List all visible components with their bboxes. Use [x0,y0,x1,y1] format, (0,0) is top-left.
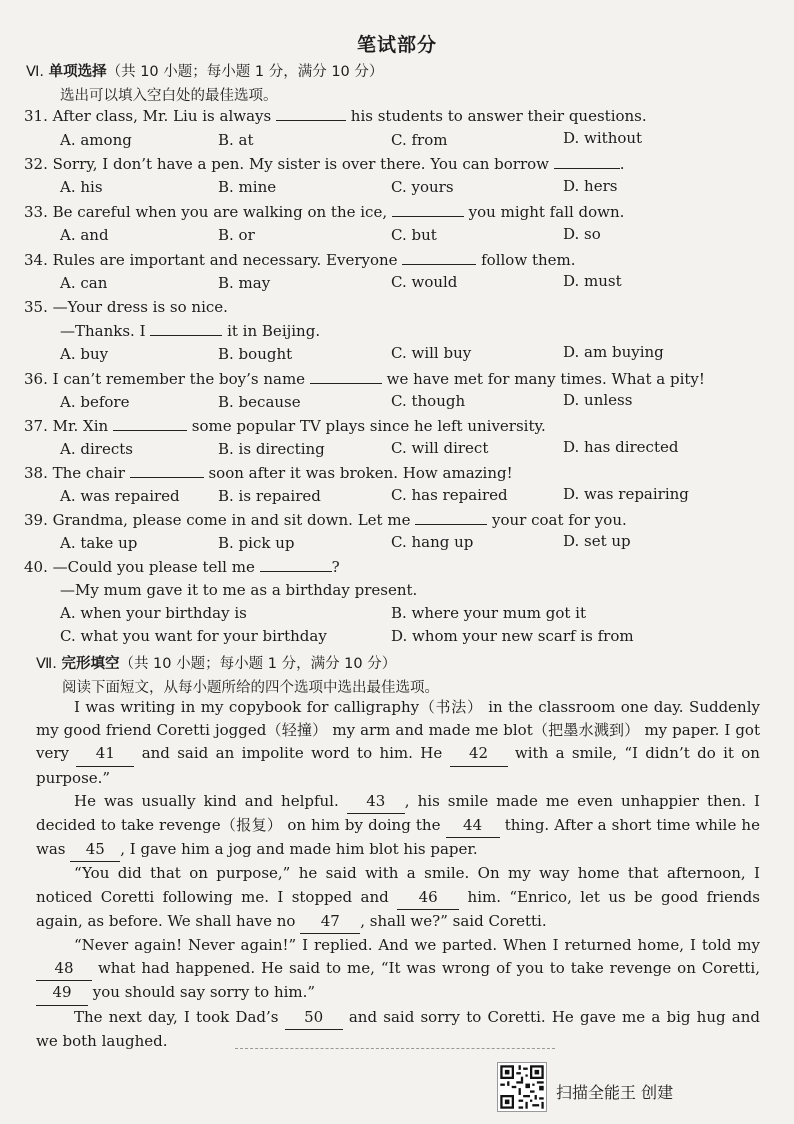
section-7-heading [36,652,396,673]
p1-text-a: I was writing in my copybook for calligraphy（书法） in the classroom one day. Suddenly my good friend Coretti jogged（轻撞） my arm and made me blot（把墨水溅到） my paper. I got very [36,698,760,763]
q39-option-d: D. set up [563,532,631,550]
q33-option-c: C. but [391,226,437,244]
q33-stem: 33. Be careful when you are walking on the ice, [24,203,388,221]
q39-option-c: C. hang up [391,533,474,551]
passage-paragraph-3 [36,862,760,934]
q35-response [60,321,320,340]
section-7-number: Ⅶ. [36,656,57,672]
passage-paragraph-1 [36,696,760,790]
q31-blank [276,106,346,121]
q37-stem: 37. Mr. Xin [24,417,109,435]
p3-text-a: “You did that on purpose,” he said with a smile. On my way home that afternoon, I noticed Coretti following me. I stopped and [36,864,760,906]
q31-option-d: D. without [563,129,643,147]
question-33 [24,202,624,221]
q32-stem-end: . [619,155,625,173]
q35-option-a: A. buy [60,345,109,363]
q37-blank [113,416,187,431]
question-36 [24,369,705,388]
question-37 [24,416,546,435]
p1-text-c: with a smile, “I didn’t do it on purpose.” [36,744,760,787]
q32-stem: 32. Sorry, I don’t have a pen. My sister is over there. You can borrow [24,155,549,173]
q33-option-a: A. and [60,226,109,244]
q38-option-a: A. was repaired [60,487,180,505]
section-6-heading [26,60,383,81]
p5-text-a: The next day, I took Dad’s [74,1007,279,1026]
question-38 [24,463,513,482]
p4-text-c: you should say sorry to him.” [92,983,316,1002]
q31-option-a: A. among [60,131,132,149]
blank-45: 45 [70,838,120,862]
q34-option-d: D. must [563,272,622,290]
scanner-watermark: 扫描全能王 创建 [556,1083,674,1102]
q35-option-d: D. am buying [563,343,664,361]
p2-text-a: He was usually kind and helpful. [74,791,339,810]
section-6-instruction: 选出可以填入空白处的最佳选项。 [60,88,278,104]
section-6-note: （共 10 小题；每小题 1 分，满分 10 分） [106,64,384,80]
q40-option-c: C. what you want for your birthday [60,627,327,645]
q35-option-b: B. bought [218,345,293,363]
q40-stem-end: ? [331,558,340,576]
q32-option-a: A. his [60,178,103,196]
q37-option-a: A. directs [60,440,133,458]
question-32 [24,154,625,173]
q40-option-a: A. when your birthday is [60,604,247,622]
q38-option-d: D. was repairing [563,485,689,503]
q40-blank [260,557,332,572]
q35-stem-end: it in Beijing. [227,322,321,340]
q33-stem-end: you might fall down. [468,203,625,221]
q39-option-b: B. pick up [218,534,295,552]
blank-44: 44 [446,814,500,838]
passage-paragraph-2 [36,790,760,863]
q32-option-c: C. yours [391,178,454,196]
q33-blank [392,202,464,217]
q37-option-d: D. has directed [563,438,679,456]
footer-rule [235,1048,555,1049]
q38-blank [130,463,204,478]
q38-stem: 38. The chair [24,464,125,482]
q35-stem: —Thanks. I [60,322,146,340]
q32-option-d: D. hers [563,177,618,195]
q37-option-c: C. will direct [391,439,489,457]
q31-option-b: B. at [218,131,254,149]
section-6-number: Ⅵ. [26,64,44,80]
q40-option-b: B. where your mum got it [391,604,586,622]
q33-option-b: B. or [218,226,255,244]
question-34 [24,250,576,269]
q37-option-b: B. is directing [218,440,325,458]
q35-blank [150,321,222,336]
p1-text-b: and said an impolite word to him. He [141,744,443,763]
p5-text-b: and said sorry to Coretti. He gave me a big hug and we both laughed. [36,1007,760,1050]
page-title: 笔试部分 [356,34,437,56]
q34-option-b: B. may [218,274,271,292]
q39-blank [415,510,487,525]
passage-paragraph-5 [36,1006,760,1053]
q39-stem-end: your coat for you. [492,511,627,529]
q34-stem-end: follow them. [481,251,576,269]
q36-option-d: D. unless [563,391,633,409]
passage-paragraph-4 [36,934,760,1006]
q36-stem: 36. I can’t remember the boy’s name [24,370,306,388]
p2-text-d: , I gave him a jog and made him blot his paper. [120,840,478,859]
q34-blank [402,250,476,265]
p2-text-b: , his smile made me even unhappier then. I decided to take revenge（报复） on him by doing the [36,791,760,835]
section-6-title: 单项选择 [48,64,107,80]
section-7-instruction: 阅读下面短文，从每小题所给的四个选项中选出最佳选项。 [62,680,439,696]
q36-stem-end: we have met for many times. What a pity! [386,370,705,388]
q39-stem: 39. Grandma, please come in and sit down. Let me [24,511,411,529]
q33-option-d: D. so [563,225,601,243]
blank-49: 49 [36,981,88,1005]
q39-option-a: A. take up [60,534,138,552]
q34-option-c: C. would [391,273,458,291]
q38-option-b: B. is repaired [218,487,321,505]
blank-48: 48 [36,957,92,981]
question-31 [24,106,647,125]
p4-text-b: what had happened. He said to me, “It was wrong of you to take revenge on Coretti, [97,959,760,978]
qr-code-icon [497,1062,547,1112]
p3-text-c: , shall we?” said Coretti. [360,911,547,930]
q35-option-c: C. will buy [391,344,472,362]
question-35: 35. —Your dress is so nice. [24,298,228,316]
section-7-note: （共 10 小题；每小题 1 分，满分 10 分） [119,656,397,672]
blank-42: 42 [450,742,508,766]
p2-text-c: thing. After a short time while he was [36,816,760,859]
q34-option-a: A. can [60,274,108,292]
q40-option-d: D. whom your new scarf is from [391,627,634,645]
blank-41: 41 [76,742,134,766]
question-40 [24,557,340,576]
q31-stem-end: his students to answer their questions. [350,107,647,125]
blank-43: 43 [347,790,405,814]
p3-text-b: him. “Enrico, let us be good friends again, as before. We shall have no [36,887,760,930]
q31-option-c: C. from [391,131,448,149]
q36-option-c: C. though [391,392,466,410]
section-7-title: 完形填空 [61,656,120,672]
q31-stem: 31. After class, Mr. Liu is always [24,107,272,125]
q34-stem: 34. Rules are important and necessary. Everyone [24,251,398,269]
blank-50: 50 [285,1006,343,1030]
q36-option-b: B. because [218,393,301,411]
q38-stem-end: soon after it was broken. How amazing! [208,464,513,482]
q36-option-a: A. before [60,393,130,411]
q37-stem-end: some popular TV plays since he left university. [191,417,546,435]
q36-blank [310,369,382,384]
p4-text-a: “Never again! Never again!” I replied. And we parted. When I returned home, I told my [74,936,760,955]
q32-option-b: B. mine [218,178,277,196]
q40-stem: 40. —Could you please tell me [24,558,255,576]
q38-option-c: C. has repaired [391,486,508,504]
blank-46: 46 [397,886,459,910]
cloze-passage [36,696,760,1053]
q40-response: —My mum gave it to me as a birthday present. [60,581,418,599]
blank-47: 47 [300,910,360,934]
question-39 [24,510,627,529]
q32-blank [554,154,620,169]
